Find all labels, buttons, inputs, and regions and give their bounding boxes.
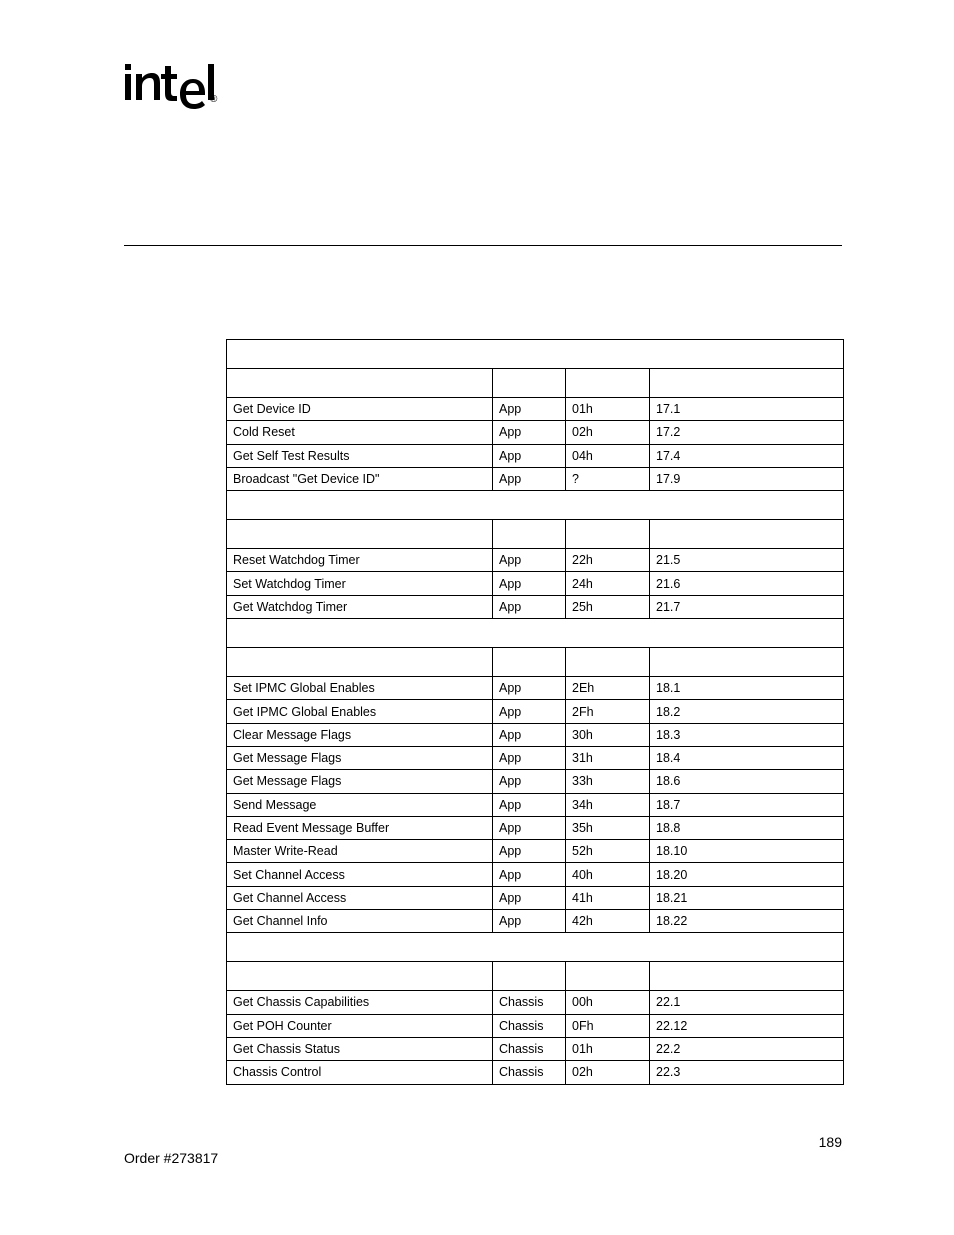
column-header [493,369,566,398]
spec-section-cell: 22.12 [650,1014,844,1037]
header-rule [124,245,842,246]
table-row [227,723,844,746]
table-row [227,398,844,421]
table-row [227,421,844,444]
table-row [227,816,844,839]
cmd-code-cell: 01h [566,398,650,421]
netfn-cell: App [493,910,566,933]
section-title-row [227,933,844,962]
netfn-cell: Chassis [493,1014,566,1037]
column-header [650,962,844,991]
cmd-code-cell: 04h [566,444,650,467]
column-header [566,962,650,991]
command-name-cell: Cold Reset [227,421,493,444]
command-name-cell: Get Chassis Capabilities [227,991,493,1014]
netfn-cell: App [493,816,566,839]
spec-section-cell: 18.4 [650,746,844,769]
netfn-cell: Chassis [493,1061,566,1084]
column-header-row [227,962,844,991]
spec-section-cell: 21.6 [650,572,844,595]
command-name-cell: Get POH Counter [227,1014,493,1037]
command-name-cell: Get Channel Access [227,886,493,909]
column-header-row [227,369,844,398]
table-row [227,863,844,886]
column-header [493,962,566,991]
table-row [227,1061,844,1084]
table-row [227,595,844,618]
cmd-code-cell: 31h [566,746,650,769]
command-name-cell: Get Watchdog Timer [227,595,493,618]
command-name-cell: Set Channel Access [227,863,493,886]
netfn-cell: App [493,723,566,746]
netfn-cell: App [493,770,566,793]
cmd-code-cell: 34h [566,793,650,816]
table-row [227,467,844,490]
table-row [227,1037,844,1060]
command-name-cell: Get Chassis Status [227,1037,493,1060]
netfn-cell: App [493,886,566,909]
section-title-row [227,340,844,369]
spec-section-cell: 18.6 [650,770,844,793]
spec-section-cell: 21.7 [650,595,844,618]
cmd-code-cell: 00h [566,991,650,1014]
registered-mark: ® [210,94,218,105]
netfn-cell: App [493,549,566,572]
spec-section-cell: 18.20 [650,863,844,886]
spec-section-cell: 22.2 [650,1037,844,1060]
command-name-cell: Broadcast "Get Device ID" [227,467,493,490]
table-row [227,840,844,863]
command-name-cell: Read Event Message Buffer [227,816,493,839]
column-header [566,520,650,549]
spec-section-cell: 18.1 [650,677,844,700]
cmd-code-cell: 41h [566,886,650,909]
column-header [227,962,493,991]
table-row [227,549,844,572]
spec-section-cell: 18.8 [650,816,844,839]
cmd-code-cell: 52h [566,840,650,863]
spec-section-cell: 17.2 [650,421,844,444]
order-number: Order #273817 [124,1150,219,1166]
cmd-code-cell: 2Fh [566,700,650,723]
section-title-row [227,491,844,520]
section-title [227,933,844,962]
cmd-code-cell: 02h [566,1061,650,1084]
section-title [227,340,844,369]
cmd-code-cell: 01h [566,1037,650,1060]
cmd-code-cell: 42h [566,910,650,933]
cmd-code-cell: 30h [566,723,650,746]
column-header [566,369,650,398]
spec-section-cell: 18.2 [650,700,844,723]
page-number: 189 [818,1134,842,1150]
command-name-cell: Get Message Flags [227,746,493,769]
intel-logo [122,58,222,123]
cmd-code-cell: 25h [566,595,650,618]
table-row [227,991,844,1014]
command-table-body [227,340,844,1085]
table-row [227,700,844,723]
spec-section-cell: 18.10 [650,840,844,863]
column-header [227,520,493,549]
table-row [227,1014,844,1037]
spec-section-cell: 21.5 [650,549,844,572]
table-row [227,793,844,816]
section-title-row [227,619,844,648]
spec-section-cell: 18.3 [650,723,844,746]
table-row [227,444,844,467]
column-header [566,648,650,677]
column-header-row [227,520,844,549]
cmd-code-cell: 33h [566,770,650,793]
command-name-cell: Master Write-Read [227,840,493,863]
netfn-cell: Chassis [493,1037,566,1060]
cmd-code-cell: 35h [566,816,650,839]
section-title [227,619,844,648]
command-name-cell: Clear Message Flags [227,723,493,746]
table-row [227,746,844,769]
column-header [227,648,493,677]
column-header-row [227,648,844,677]
spec-section-cell: 18.21 [650,886,844,909]
spec-section-cell: 22.1 [650,991,844,1014]
netfn-cell: App [493,677,566,700]
netfn-cell: App [493,700,566,723]
cmd-code-cell: 24h [566,572,650,595]
netfn-cell: App [493,444,566,467]
command-name-cell: Set IPMC Global Enables [227,677,493,700]
command-name-cell: Get IPMC Global Enables [227,700,493,723]
spec-section-cell: 18.22 [650,910,844,933]
table-row [227,677,844,700]
netfn-cell: App [493,398,566,421]
netfn-cell: App [493,572,566,595]
cmd-code-cell: 02h [566,421,650,444]
netfn-cell: App [493,863,566,886]
netfn-cell: App [493,595,566,618]
command-name-cell: Get Message Flags [227,770,493,793]
intel-logo-mark [122,58,222,118]
netfn-cell: App [493,467,566,490]
spec-section-cell: 18.7 [650,793,844,816]
netfn-cell: App [493,746,566,769]
column-header [650,648,844,677]
command-name-cell: Send Message [227,793,493,816]
cmd-code-cell: 2Eh [566,677,650,700]
column-header [493,520,566,549]
column-header [493,648,566,677]
cmd-code-cell: 0Fh [566,1014,650,1037]
command-table [226,339,844,1085]
command-name-cell: Get Channel Info [227,910,493,933]
spec-section-cell: 17.9 [650,467,844,490]
column-header [650,369,844,398]
section-title [227,491,844,520]
table-row [227,910,844,933]
netfn-cell: App [493,421,566,444]
table-row [227,886,844,909]
command-name-cell: Get Self Test Results [227,444,493,467]
column-header [650,520,844,549]
spec-section-cell: 22.3 [650,1061,844,1084]
netfn-cell: App [493,840,566,863]
cmd-code-cell: 40h [566,863,650,886]
column-header [227,369,493,398]
table-row [227,770,844,793]
cmd-code-cell: ? [566,467,650,490]
cmd-code-cell: 22h [566,549,650,572]
spec-section-cell: 17.1 [650,398,844,421]
command-name-cell: Get Device ID [227,398,493,421]
spec-section-cell: 17.4 [650,444,844,467]
netfn-cell: App [493,793,566,816]
command-name-cell: Chassis Control [227,1061,493,1084]
command-name-cell: Reset Watchdog Timer [227,549,493,572]
netfn-cell: Chassis [493,991,566,1014]
command-name-cell: Set Watchdog Timer [227,572,493,595]
table-row [227,572,844,595]
